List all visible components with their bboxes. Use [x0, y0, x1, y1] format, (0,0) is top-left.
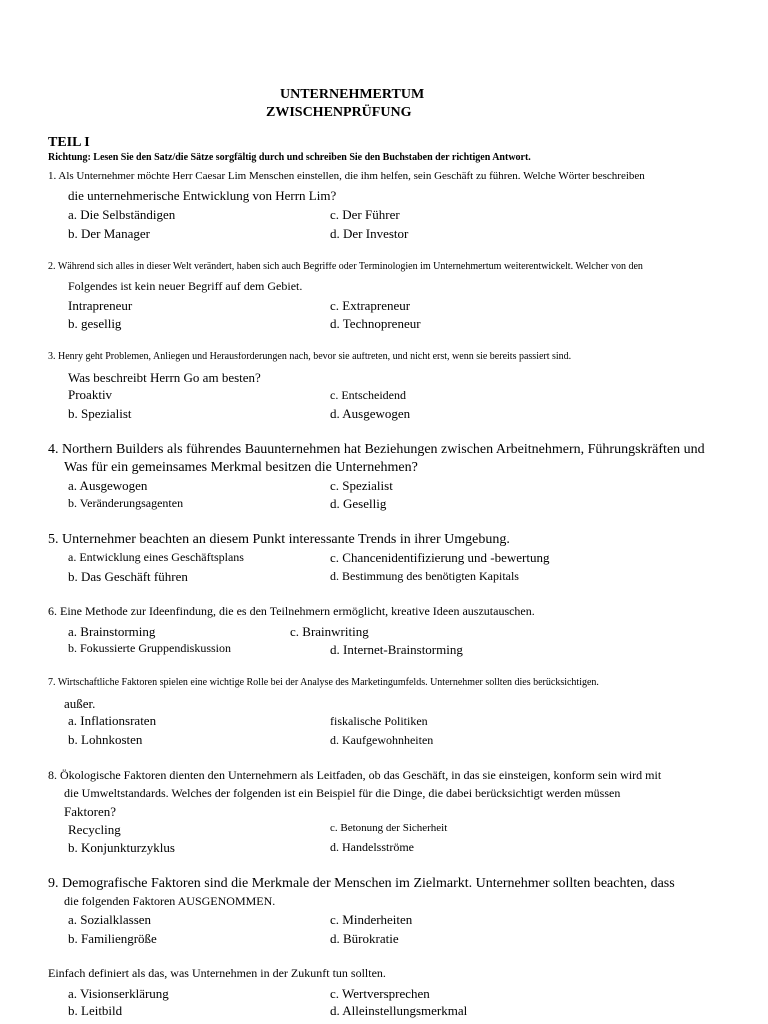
- option-c: c. Brainwriting: [290, 624, 369, 639]
- option-d: d. Gesellig: [330, 496, 387, 511]
- question-text: 5. Unternehmer beachten an diesem Punkt interessante Trends in ihrer Umgebung.: [48, 532, 510, 547]
- option-b: b. Fokussierte Gruppendiskussion: [68, 641, 231, 655]
- option-d: d. Handelsströme: [330, 840, 414, 854]
- question-text: 3. Henry geht Problemen, Anliegen und Herausforderungen nach, bevor sie auftreten, und nicht erst, wenn sie bereits passiert sind.: [48, 352, 572, 362]
- option-b: b. gesellig: [68, 316, 122, 331]
- question-text-cont: Was für ein gemeinsames Merkmal besitzen die Unternehmen?: [64, 460, 418, 475]
- option-a: Intrapreneur: [68, 298, 133, 313]
- option-b: b. Das Geschäft führen: [68, 569, 188, 584]
- option-d: d. Ausgewogen: [330, 406, 411, 421]
- option-d: d. Kaufgewohnheiten: [330, 733, 434, 747]
- question-text: 7. Wirtschaftliche Faktoren spielen eine wichtige Rolle bei der Analyse des Marketingumfelds. Unternehmer sollten dies berücksichtigen.: [48, 677, 599, 688]
- question-text: 6. Eine Methode zur Ideenfindung, die es den Teilnehmern ermöglicht, kreative Ideen auszutauschen.: [48, 604, 535, 618]
- question-text: 4. Northern Builders als führendes Bauunternehmen hat Beziehungen zwischen Arbeitnehmern, Führungskräften und: [48, 442, 705, 457]
- option-a: Recycling: [68, 822, 121, 837]
- option-b: b. Leitbild: [68, 1003, 123, 1018]
- question-text: 1. Als Unternehmer möchte Herr Caesar Lim Menschen einstellen, die ihm helfen, sein Geschäft zu führen. Welche Wörter beschreiben: [48, 171, 645, 182]
- question-text-cont-2: Faktoren?: [64, 804, 116, 819]
- option-d: d. Technopreneur: [330, 316, 421, 331]
- option-c: c. Spezialist: [330, 478, 393, 493]
- option-b: b. Lohnkosten: [68, 732, 143, 747]
- option-c: c. Entscheidend: [330, 388, 406, 402]
- section-instruction: Richtung: Lesen Sie den Satz/die Sätze sorgfältig durch und schreiben Sie den Buchstaben der richtigen Antwort.: [48, 152, 531, 163]
- section-heading: TEIL I: [48, 135, 90, 150]
- option-d: d. Bestimmung des benötigten Kapitals: [330, 569, 519, 583]
- option-c: c. Minderheiten: [330, 912, 413, 927]
- option-a: a. Brainstorming: [68, 624, 156, 639]
- option-b: b. Veränderungsagenten: [68, 496, 184, 510]
- question-text-cont: die folgenden Faktoren AUSGENOMMEN.: [64, 894, 276, 908]
- option-c: fiskalische Politiken: [330, 714, 428, 728]
- document-title: UNTERNEHMERTUM: [280, 87, 425, 102]
- option-d: d. Bürokratie: [330, 931, 399, 946]
- option-c: c. Extrapreneur: [330, 298, 411, 313]
- question-text-cont: Folgendes ist kein neuer Begriff auf dem Gebiet.: [68, 279, 303, 293]
- option-c: c. Chancenidentifizierung und -bewertung: [330, 550, 550, 565]
- option-c: c. Wertversprechen: [330, 986, 430, 1001]
- option-a: a. Inflationsraten: [68, 713, 157, 728]
- option-b: b. Der Manager: [68, 226, 150, 241]
- question-text: 9. Demografische Faktoren sind die Merkmale der Menschen im Zielmarkt. Unternehmer sollten beachten, dass: [48, 876, 675, 891]
- question-text-cont: die unternehmerische Entwicklung von Herrn Lim?: [68, 188, 337, 203]
- option-a: Proaktiv: [68, 387, 113, 402]
- question-text: 8. Ökologische Faktoren dienten den Unternehmern als Leitfaden, ob das Geschäft, in das sie einsteigen, konform sein wird mit: [48, 768, 662, 782]
- option-a: a. Die Selbständigen: [68, 207, 176, 222]
- question-text-cont: die Umweltstandards. Welches der folgenden ist ein Beispiel für die Dinge, die dabei berücksichtigt werden müssen: [64, 786, 621, 800]
- option-b: b. Spezialist: [68, 406, 132, 421]
- option-a: a. Sozialklassen: [68, 912, 152, 927]
- option-d: d. Alleinstellungsmerkmal: [330, 1003, 468, 1018]
- option-d: d. Internet-Brainstorming: [330, 642, 463, 657]
- option-a: a. Visionserklärung: [68, 986, 169, 1001]
- option-b: b. Familiengröße: [68, 931, 157, 946]
- document-subtitle: ZWISCHENPRÜFUNG: [266, 105, 412, 120]
- option-b: b. Konjunkturzyklus: [68, 840, 175, 855]
- question-text: Einfach definiert als das, was Unternehmen in der Zukunft tun sollten.: [48, 966, 386, 980]
- option-c: c. Betonung der Sicherheit: [330, 822, 448, 834]
- question-text: 2. Während sich alles in dieser Welt verändert, haben sich auch Begriffe oder Terminologien im Unternehmertum weiterentwickelt. Welcher von den: [48, 262, 643, 272]
- question-text-cont: außer.: [64, 696, 96, 711]
- option-a: a. Ausgewogen: [68, 478, 148, 493]
- question-text-cont: Was beschreibt Herrn Go am besten?: [68, 370, 261, 385]
- option-a: a. Entwicklung eines Geschäftsplans: [68, 550, 244, 564]
- option-c: c. Der Führer: [330, 207, 400, 222]
- option-d: d. Der Investor: [330, 226, 409, 241]
